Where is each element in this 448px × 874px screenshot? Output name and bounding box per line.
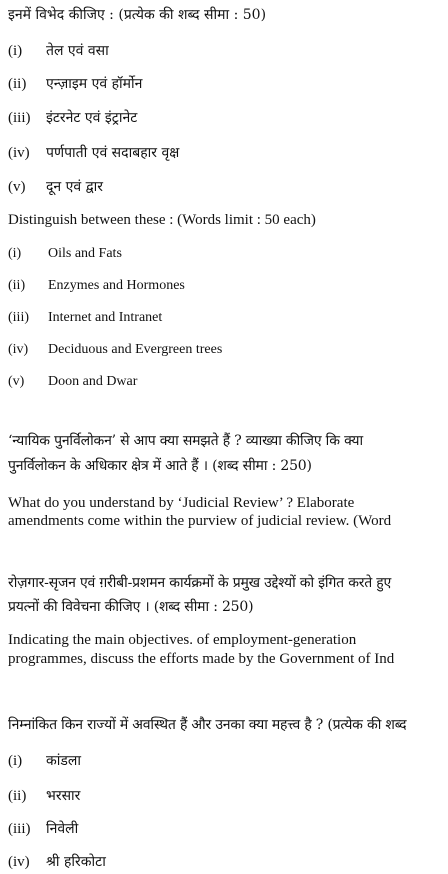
item-text: भरसार <box>46 788 81 804</box>
q1-english-heading: Distinguish between these : (Words limit : 50 each) <box>8 212 316 228</box>
item-number: (v) <box>8 179 26 195</box>
item-text: निवेली <box>46 821 79 837</box>
item-text: Enzymes and Hormones <box>48 278 185 293</box>
item-number: (i) <box>8 753 23 769</box>
item-number: (ii) <box>8 76 27 92</box>
item-text: Deciduous and Evergreen trees <box>48 342 223 357</box>
item-number: (ii) <box>8 788 27 804</box>
q1-english-item-2 <box>8 277 185 295</box>
item-number: (iv) <box>8 145 30 161</box>
item-number: (i) <box>8 43 23 59</box>
item-text: पर्णपाती एवं सदाबहार वृक्ष <box>46 145 180 161</box>
q1-hindi-item-1 <box>8 42 109 60</box>
item-number: (iv) <box>8 854 30 870</box>
item-number: (iv) <box>8 342 29 357</box>
q1-english-item-5 <box>8 373 137 391</box>
q3-english-line-1: Indicating the main objectives. of employment-generation <box>8 632 357 648</box>
item-text: दून एवं द्वार <box>46 179 104 195</box>
item-text: इंटरनेट एवं इंट्रानेट <box>46 110 138 126</box>
item-text: Internet and Intranet <box>48 310 163 325</box>
item-number: (iii) <box>8 310 29 325</box>
q1-english-item-3 <box>8 309 162 327</box>
item-number: (v) <box>8 374 25 389</box>
q4-hindi-item-1 <box>8 752 81 770</box>
q1-hindi-item-4 <box>8 144 179 162</box>
item-number: (iii) <box>8 110 31 126</box>
q2-english-line-2: amendments come within the purview of judicial review. (Word <box>8 513 392 529</box>
q4-hindi-item-3 <box>8 820 78 838</box>
q1-hindi-heading: इनमें विभेद कीजिए : (प्रत्येक की शब्द सीमा : 50) <box>8 7 267 23</box>
item-number: (ii) <box>8 278 26 293</box>
item-text: Oils and Fats <box>48 246 122 261</box>
q1-english-item-4 <box>8 341 222 359</box>
q3-hindi-line-1: रोज़गार-सृजन एवं ग़रीबी-प्रशमन कार्यक्रमों के प्रमुख उद्देश्यों को इंगित करते हुए <box>8 575 392 591</box>
item-number: (i) <box>8 246 22 261</box>
q1-english-item-1 <box>8 245 122 263</box>
q3-english-line-2: programmes, discuss the efforts made by the Government of Ind <box>8 651 395 667</box>
item-number: (iii) <box>8 821 31 837</box>
q3-hindi-line-2: प्रयत्नों की विवेचना कीजिए । (शब्द सीमा : 250) <box>8 599 254 615</box>
q2-english-line-1: What do you understand by ‘Judicial Review’ ? Elaborate <box>8 495 355 511</box>
item-text: एन्ज़ाइम एवं हॉर्मोन <box>46 76 143 92</box>
item-text: कांडला <box>46 753 81 769</box>
q1-hindi-item-3 <box>8 109 137 127</box>
q1-hindi-item-5 <box>8 178 103 196</box>
q2-hindi-line-2: पुनर्विलोकन के अधिकार क्षेत्र में आते हैं । (शब्द सीमा : 250) <box>8 458 312 474</box>
item-text: Doon and Dwar <box>48 374 138 389</box>
item-text: श्री हरिकोटा <box>46 854 106 870</box>
q4-hindi-item-2 <box>8 787 80 805</box>
q1-hindi-item-2 <box>8 75 142 93</box>
q4-hindi-heading: निम्नांकित किन राज्यों में अवस्थित हैं और उनका क्या महत्त्व है ? (प्रत्येक की शब्द <box>8 717 407 733</box>
q2-hindi-line-1: ‘न्यायिक पुनर्विलोकन’ से आप क्या समझते हैं ? व्याख्या कीजिए कि क्या <box>8 433 363 449</box>
q4-hindi-item-4 <box>8 853 106 871</box>
item-text: तेल एवं वसा <box>46 43 109 59</box>
